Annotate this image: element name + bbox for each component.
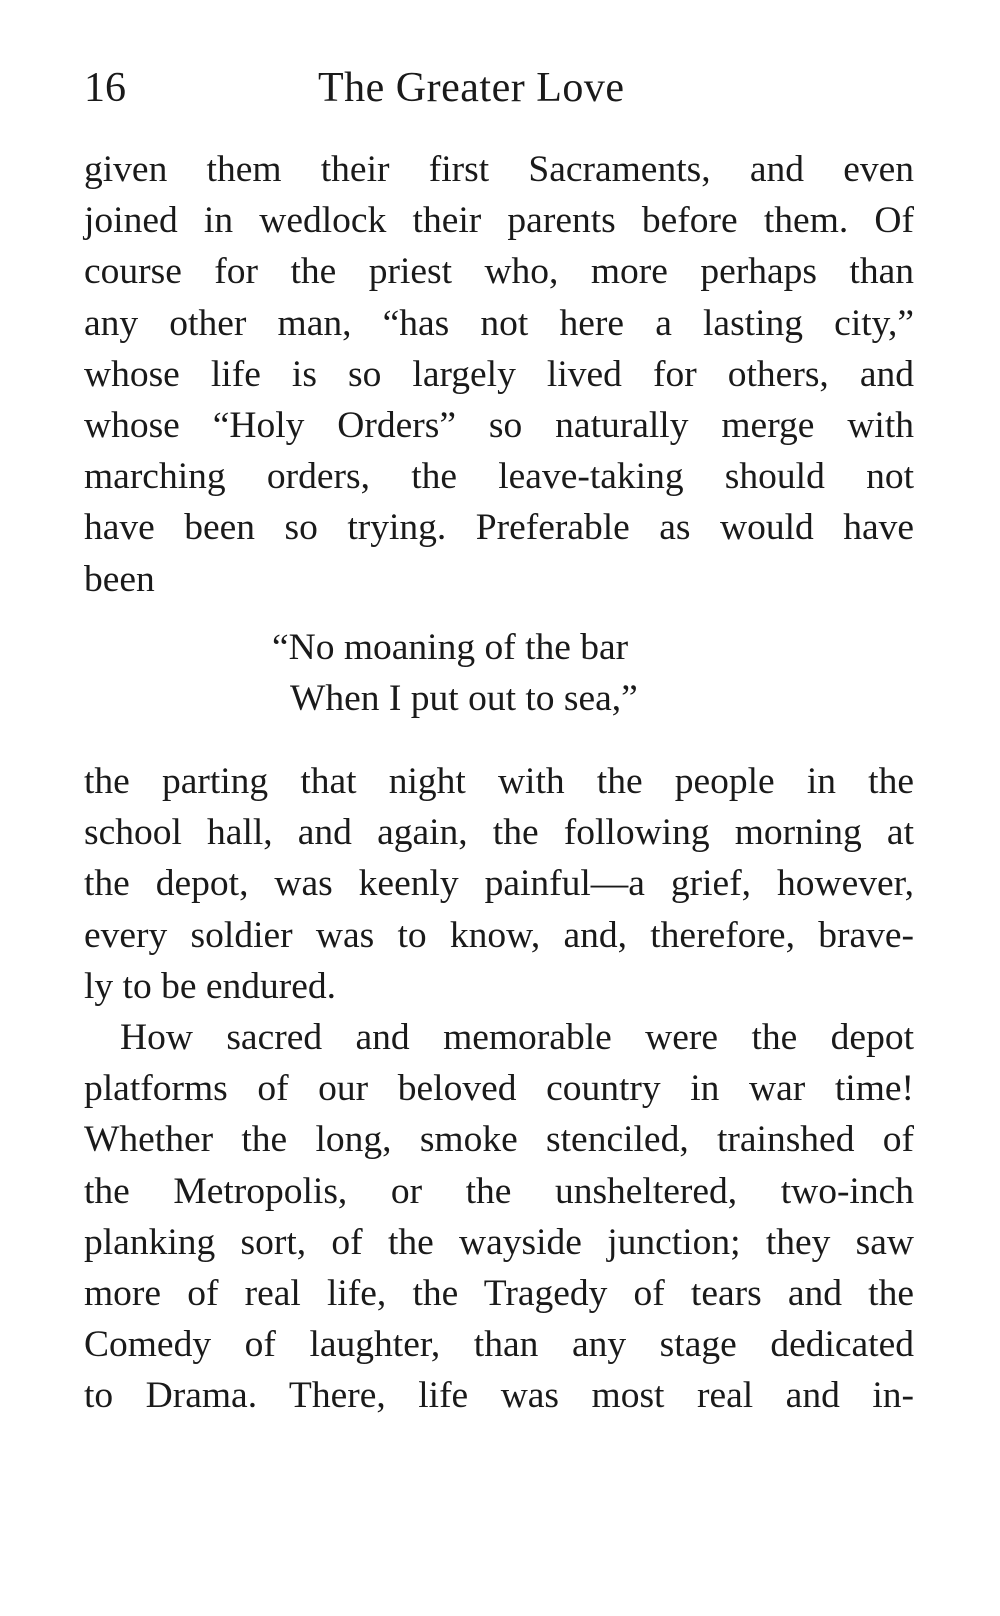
text-line: course for the priest who, more perhaps than — [84, 251, 914, 293]
text-line: the parting that night with the people in the — [84, 761, 914, 802]
text-line: school hall, and again, the following morning at — [84, 812, 914, 854]
paragraph-3 — [84, 1012, 914, 1422]
text-line: the depot, was keenly painful—a grief, however, — [84, 863, 914, 905]
text-line: How sacred and memorable were the depot — [120, 1017, 914, 1058]
text-line: marching orders, the leave-taking should not — [84, 456, 914, 498]
text-line: whose life is so largely lived for others, and — [84, 353, 914, 395]
text-line: to Drama. There, life was most real and in- — [84, 1375, 914, 1417]
text-line: whose “Holy Orders” so naturally merge with — [84, 404, 914, 446]
verse-line: When I put out to sea,” — [290, 678, 638, 719]
paragraph-2 — [84, 756, 914, 1012]
text-line: more of real life, the Tragedy of tears and the — [84, 1272, 914, 1314]
paragraph-1 — [84, 144, 914, 605]
text-line: ly to be endured. — [84, 965, 337, 1007]
text-line: joined in wedlock their parents before them. Of — [84, 200, 914, 242]
verse-line: “No moaning of the bar — [272, 627, 629, 668]
verse-quotation — [272, 622, 638, 724]
text-line: have been so trying. Preferable as would have — [84, 507, 914, 549]
text-line: Whether the long, smoke stenciled, trainshed of — [84, 1119, 914, 1161]
text-line: every soldier was to know, and, therefore, brave- — [84, 914, 914, 956]
text-line: any other man, “has not here a lasting city,” — [84, 302, 914, 344]
text-line: been — [84, 558, 155, 600]
text-line: given them their first Sacraments, and even — [84, 149, 914, 190]
page-number: 16 — [84, 65, 126, 111]
text-line: planking sort, of the wayside junction; they saw — [84, 1221, 914, 1263]
text-line: Comedy of laughter, than any stage dedicated — [84, 1324, 914, 1366]
page-header — [84, 58, 914, 118]
running-title: The Greater Love — [318, 65, 625, 111]
text-line: platforms of our beloved country in war time! — [84, 1068, 914, 1110]
text-line: the Metropolis, or the unsheltered, two-inch — [84, 1170, 914, 1212]
